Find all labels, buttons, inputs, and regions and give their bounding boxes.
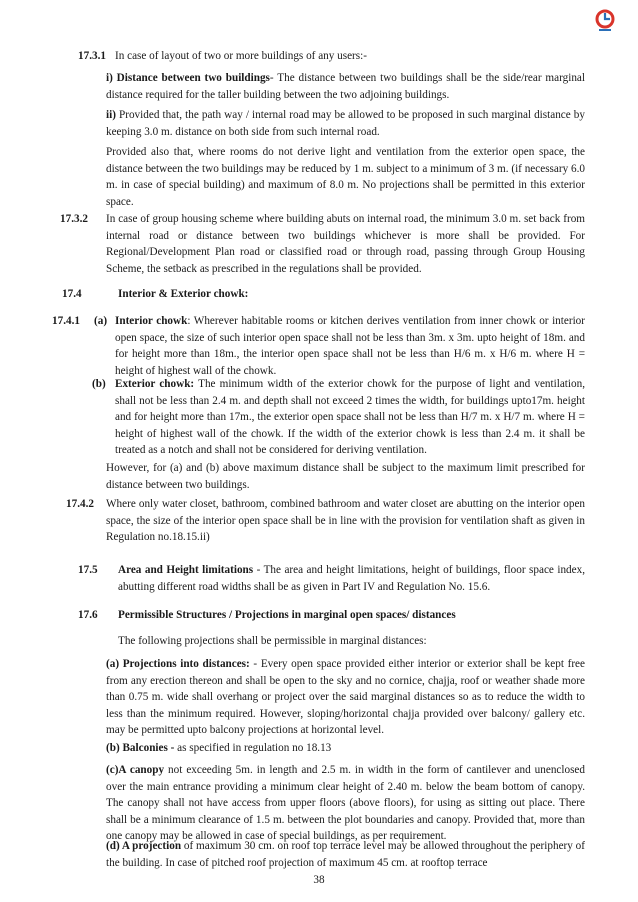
s176-d-label: (d) A projection <box>106 840 182 852</box>
s1741-b-title: Exterior chowk: <box>115 378 195 390</box>
s174-title: Interior & Exterior chowk: <box>118 288 249 300</box>
s1741-a-title: Interior chowk <box>115 315 188 327</box>
s176-c-text: not exceeding 5m. in length and 2.5 m. in width in the form of cantilever and unenclosed over the main entrance providing a minimum clear height of 2.40 m. below the beam bottom of canopy. The canopy shall not have access from upper floors (above floors), for using as sitting out place. There shall be a minimum clearance of 1.5 m. between the plot boundaries and canopy. Provided that, more than one canopy may be allowed in case of special buildings, as per requirement. <box>106 764 585 843</box>
s1742-text: Where only water closet, bathroom, combined bathroom and water closet are abutting on the interior open space, the size of the interior open space shall be in line with the provision for ventilation shaft as given in Regulation no.18.15.ii) <box>106 498 585 544</box>
s1731-i-label: i) Distance between two buildings <box>106 72 270 84</box>
section-number-17-4-1: 17.4.1 <box>52 315 80 327</box>
s176-item-c <box>106 762 585 845</box>
s1731-provided-also: Provided also that, where rooms do not derive light and ventilation from the exterior open space, the distance between the two buildings may be reduced by 1 m. subject to a minimum of 3 m. (if necessary 6.0 m. in case of special building) and maximum of 8.0 m. No projections shall be permitted in this exterior space. <box>106 146 585 208</box>
s1741-a-label: (a) <box>94 315 108 327</box>
section-number-17-4-2: 17.4.2 <box>66 498 94 510</box>
section-number-17-5: 17.5 <box>78 564 98 576</box>
s176-item-a <box>106 656 585 739</box>
s1741-b-label: (b) <box>92 378 106 390</box>
s176-d-text: of maximum 30 cm. on roof top terrace level may be allowed throughout the periphery of the building. In case of pitched roof projection of maximum 45 cm. at rooftop terrace <box>106 840 585 869</box>
s1741-b-paragraph <box>115 376 585 459</box>
s1731-ii-text: Provided that, the path way / internal road may be allowed to be proposed in such marginal distance by keeping 3.0 m. distance on both side from such internal road. <box>106 109 585 138</box>
s1731-intro: In case of layout of two or more buildings of any users:- <box>115 50 367 62</box>
logo-mark-icon <box>592 8 618 34</box>
s176-b-label: (b) Balconies - <box>106 742 175 754</box>
section-number-17-3-2: 17.3.2 <box>60 213 88 225</box>
section-number-17-4: 17.4 <box>62 288 82 300</box>
page-number: 38 <box>313 874 325 886</box>
s1731-item-i <box>106 70 585 103</box>
s176-item-d <box>106 838 585 871</box>
s176-b-text: as specified in regulation no 18.13 <box>174 742 332 754</box>
s175-text: - The area and height limitations, height of buildings, floor space index, abutting different road widths shall be as given in Part IV and Regulation No. 15.6. <box>118 564 585 593</box>
section-number-17-3-1: 17.3.1 <box>78 50 106 62</box>
s1731-i-text: - The distance between two buildings shall be the side/rear marginal distance required for the taller building between the two adjoining buildings. <box>106 72 585 101</box>
s1741-however: However, for (a) and (b) above maximum distance shall be subject to the maximum limit prescribed for distance between two buildings. <box>106 462 585 491</box>
section-number-17-6: 17.6 <box>78 609 98 621</box>
s1732-text: In case of group housing scheme where building abuts on internal road, the minimum 3.0 m. set back from internal road or distance between two buildings whichever is more shall be provided. For Regional/Development Plan road or classified road or through road, passing through Group Housing Scheme, the setback as prescribed in the regulations shall be provided. <box>106 213 585 275</box>
s176-a-text: - Every open space provided either interior or exterior shall be kept free from any erection thereon and shall be open to the sky and no cornice, chajja, roof or weather shade more than 0.75 m. wide shall overhang or project over the said marginal distances so as to reduce the width to less than the minimum required. However, sloping/horizontal chajja provided over balcony/ gallery etc. may be permitted upto balcony projections at horizontal level. <box>106 658 585 737</box>
s1741-a-text: : Wherever habitable rooms or kitchen derives ventilation from inner chowk or interior open space, the size of such interior open space shall not be less than 3m. x 3m. upto height of 18m. and for height more than 18m., the interior open space shall not be less than H/6 m. x H/6 m. where H = height of highest wall of the chowk. <box>115 315 585 377</box>
s176-item-b <box>106 740 585 757</box>
s176-c-label: (c)A canopy <box>106 764 165 776</box>
s1731-item-ii <box>106 107 585 140</box>
s1741-a-paragraph <box>115 313 585 379</box>
s1741-b-text: The minimum width of the exterior chowk for the purpose of light and ventilation, shall not be less than 2.4 m. and depth shall not exceed 2 times the width, for buildings upto17m. height and for height more than 17m., the exterior open space shall not be less than H/7 m. x H/7 m. where H = height of highest wall of the chowk. If the width of the exterior chowk is less than 2.4 m. it shall be treated as a notch and shall not be considered for deriving ventilation. <box>115 378 585 457</box>
s176-title: Permissible Structures / Projections in marginal open spaces/ distances <box>118 609 456 621</box>
s176-intro: The following projections shall be permissible in marginal distances: <box>118 635 427 647</box>
s175-title: Area and Height limitations <box>118 564 254 576</box>
s175-paragraph <box>118 562 585 595</box>
s1731-ii-label: ii) <box>106 109 116 121</box>
s176-a-label: (a) Projections into distances: <box>106 658 250 670</box>
